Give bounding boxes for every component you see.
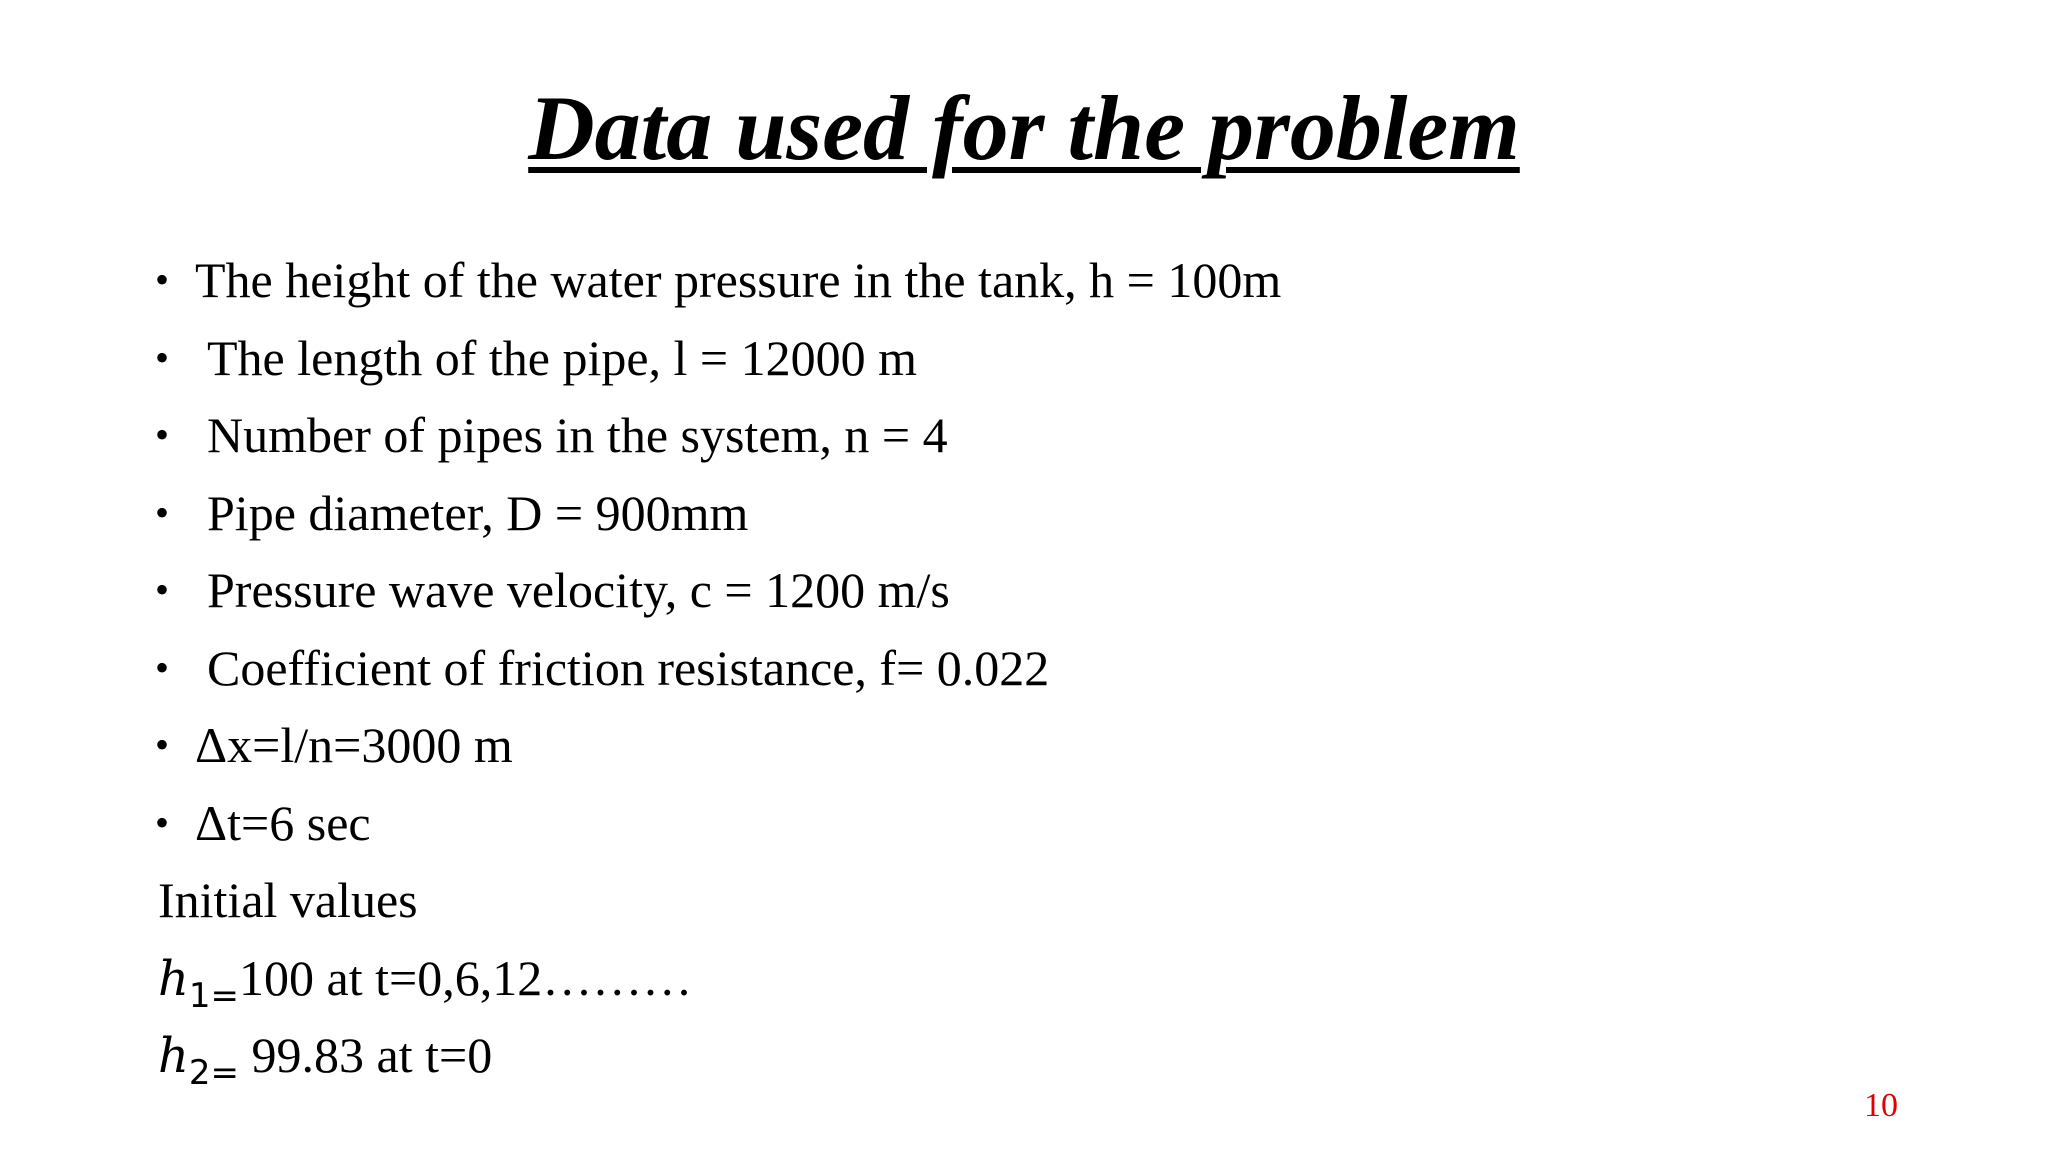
bullet-icon: • [155, 257, 170, 302]
initial-values-block [158, 866, 692, 1099]
bullet-text-wave-velocity: Pressure wave velocity, c = 1200 m/s [207, 562, 950, 618]
h2-variable: h [158, 1028, 189, 1084]
h1-line [158, 944, 692, 1022]
bullet-icon: • [155, 567, 170, 612]
bullet-text-pipe-count: Number of pipes in the system, n = 4 [207, 407, 948, 463]
h2-subscript: 2= [188, 1053, 240, 1093]
h1-subscript: 1= [188, 975, 240, 1016]
bullet-text-delta-x: Δx=l/n=3000 m [195, 717, 513, 773]
h2-value-text: 99.83 at t=0 [239, 1027, 493, 1083]
bullet-icon: • [155, 644, 170, 690]
initial-values-heading: Initial values [158, 872, 418, 928]
bullet-text-pipe-diameter: Pipe diameter, D = 900mm [207, 484, 749, 541]
h1-value-text: 100 at t=0,6,12……… [239, 949, 693, 1006]
bullet-icon: • [155, 412, 170, 457]
bullet-icon: • [155, 334, 170, 380]
h1-variable: h [158, 950, 189, 1007]
bullet-text-pipe-length: The length of the pipe, l = 12000 m [207, 329, 918, 386]
bullet-icon: • [155, 799, 170, 845]
bullet-text-friction: Coefficient of friction resistance, f= 0.022 [207, 639, 1050, 696]
h2-line [158, 1021, 692, 1099]
page-number: 10 [1864, 1087, 1898, 1124]
bullet-icon: • [155, 722, 170, 767]
bullet-text-tank-height: The height of the water pressure in the tank, h = 100m [195, 252, 1282, 308]
bullet-icon: • [155, 489, 170, 535]
bullet-text-delta-t: Δt=6 sec [195, 794, 371, 851]
slide-title: Data used for the problem [528, 77, 1520, 179]
